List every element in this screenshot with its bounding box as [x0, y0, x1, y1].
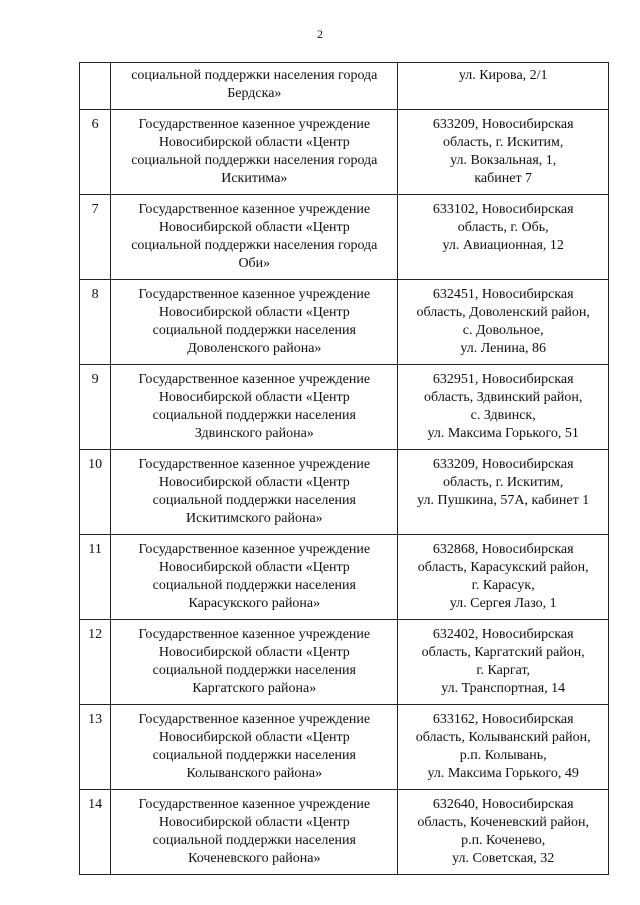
name-line: Новосибирской области «Центр [158, 560, 350, 575]
name-cell [111, 63, 398, 110]
address-line: г. Каргат, [476, 663, 531, 678]
address-line: ул. Ленина, 86 [460, 341, 547, 356]
name-line: социальной поддержки населения [152, 663, 356, 678]
name-cell [111, 535, 398, 620]
table-row [80, 705, 609, 790]
name-line: социальной поддержки населения города [131, 238, 378, 253]
address-cell [398, 450, 609, 535]
address-cell [398, 705, 609, 790]
address-line: р.п. Коченево, [461, 833, 546, 848]
address-line: ул. Сергея Лазо, 1 [449, 596, 557, 611]
table-row [80, 450, 609, 535]
table-body [80, 63, 609, 875]
name-line: социальной поддержки населения [152, 323, 356, 338]
institutions-table [79, 62, 609, 875]
address-line: 633102, Новосибирская [432, 202, 574, 217]
number-cell: 11 [80, 535, 111, 620]
table-row [80, 535, 609, 620]
address-line: с. Довольное, [462, 323, 544, 338]
address-line: ул. Транспортная, 14 [441, 681, 566, 696]
name-cell [111, 790, 398, 875]
number-cell: 9 [80, 365, 111, 450]
address-line: 632868, Новосибирская [432, 542, 574, 557]
address-cell [398, 195, 609, 280]
name-cell [111, 705, 398, 790]
number-cell: 6 [80, 110, 111, 195]
name-line: Государственное казенное учреждение [138, 712, 371, 727]
address-line: 632402, Новосибирская [432, 627, 574, 642]
name-line: социальной поддержки населения города [131, 68, 378, 83]
name-line: Новосибирской области «Центр [158, 815, 350, 830]
number-cell: 10 [80, 450, 111, 535]
name-cell [111, 365, 398, 450]
address-cell [398, 63, 609, 110]
name-cell [111, 110, 398, 195]
address-line: 633209, Новосибирская [432, 457, 574, 472]
name-line: Новосибирской области «Центр [158, 475, 350, 490]
name-line: Коченевского района» [188, 851, 321, 866]
address-line: область, Каргатский район, [421, 645, 585, 660]
table-row [80, 365, 609, 450]
address-line: ул. Кирова, 2/1 [458, 68, 548, 83]
name-line: Искитимского района» [185, 511, 323, 526]
address-line: область, Колыванский район, [415, 730, 591, 745]
name-line: Новосибирской области «Центр [158, 390, 350, 405]
name-line: социальной поддержки населения [152, 833, 356, 848]
table-row [80, 790, 609, 875]
address-line: ул. Авиационная, 12 [442, 238, 564, 253]
address-line: ул. Максима Горького, 49 [427, 766, 579, 781]
name-line: социальной поддержки населения города [131, 153, 378, 168]
name-cell [111, 195, 398, 280]
address-line: 632451, Новосибирская [432, 287, 574, 302]
name-cell [111, 280, 398, 365]
address-line: ул. Вокзальная, 1, [450, 153, 557, 168]
name-line: Государственное казенное учреждение [138, 627, 371, 642]
address-line: 632640, Новосибирская [432, 797, 574, 812]
name-line: социальной поддержки населения [152, 748, 356, 763]
name-line: Новосибирской области «Центр [158, 730, 350, 745]
table-row [80, 110, 609, 195]
number-cell: 8 [80, 280, 111, 365]
address-cell [398, 365, 609, 450]
name-line: Карасукского района» [188, 596, 321, 611]
table-row-continuation [80, 63, 609, 110]
address-line: область, Доволенский район, [416, 305, 590, 320]
address-cell [398, 110, 609, 195]
address-cell [398, 280, 609, 365]
name-line: социальной поддержки населения [152, 408, 356, 423]
address-line: область, Карасукский район, [417, 560, 589, 575]
address-line: область, г. Обь, [457, 220, 549, 235]
name-line: Государственное казенное учреждение [138, 202, 371, 217]
name-line: Новосибирской области «Центр [158, 220, 350, 235]
address-line: с. Здвинск, [470, 408, 536, 423]
name-line: социальной поддержки населения [152, 578, 356, 593]
address-cell [398, 620, 609, 705]
number-cell [80, 63, 111, 110]
table-row [80, 620, 609, 705]
name-cell [111, 620, 398, 705]
name-cell [111, 450, 398, 535]
address-line: 633162, Новосибирская [432, 712, 574, 727]
name-line: Государственное казенное учреждение [138, 797, 371, 812]
name-line: Новосибирской области «Центр [158, 645, 350, 660]
address-line: область, г. Искитим, [442, 135, 564, 150]
address-line: ул. Максима Горького, 51 [427, 426, 579, 441]
address-line: р.п. Колывань, [459, 748, 547, 763]
name-line: Искитима» [221, 171, 288, 186]
name-line: Новосибирской области «Центр [158, 305, 350, 320]
address-line: область, Коченевский район, [417, 815, 590, 830]
address-line: область, г. Искитим, [442, 475, 564, 490]
address-line: г. Карасук, [471, 578, 535, 593]
name-line: Государственное казенное учреждение [138, 372, 371, 387]
address-cell [398, 790, 609, 875]
name-line: Здвинского района» [194, 426, 314, 441]
name-line: Государственное казенное учреждение [138, 457, 371, 472]
table-row [80, 195, 609, 280]
number-cell: 14 [80, 790, 111, 875]
address-line: 632951, Новосибирская [432, 372, 574, 387]
address-line: кабинет 7 [474, 171, 533, 186]
name-line: Государственное казенное учреждение [138, 287, 371, 302]
number-cell: 7 [80, 195, 111, 280]
number-cell: 12 [80, 620, 111, 705]
name-line: Новосибирской области «Центр [158, 135, 350, 150]
name-line: Каргатского района» [192, 681, 317, 696]
address-line: ул. Пушкина, 57А, кабинет 1 [417, 493, 590, 508]
name-line: Оби» [238, 256, 271, 271]
address-line: ул. Советская, 32 [452, 851, 555, 866]
number-cell: 13 [80, 705, 111, 790]
name-line: Государственное казенное учреждение [138, 542, 371, 557]
address-line: область, Здвинский район, [424, 390, 583, 405]
name-line: Доволенского района» [187, 341, 322, 356]
address-line: 633209, Новосибирская [432, 117, 574, 132]
name-line: Государственное казенное учреждение [138, 117, 371, 132]
name-line: социальной поддержки населения [152, 493, 356, 508]
page-number: 2 [317, 27, 323, 41]
table-row [80, 280, 609, 365]
name-line: Бердска» [227, 86, 282, 101]
name-line: Колыванского района» [186, 766, 323, 781]
address-cell [398, 535, 609, 620]
